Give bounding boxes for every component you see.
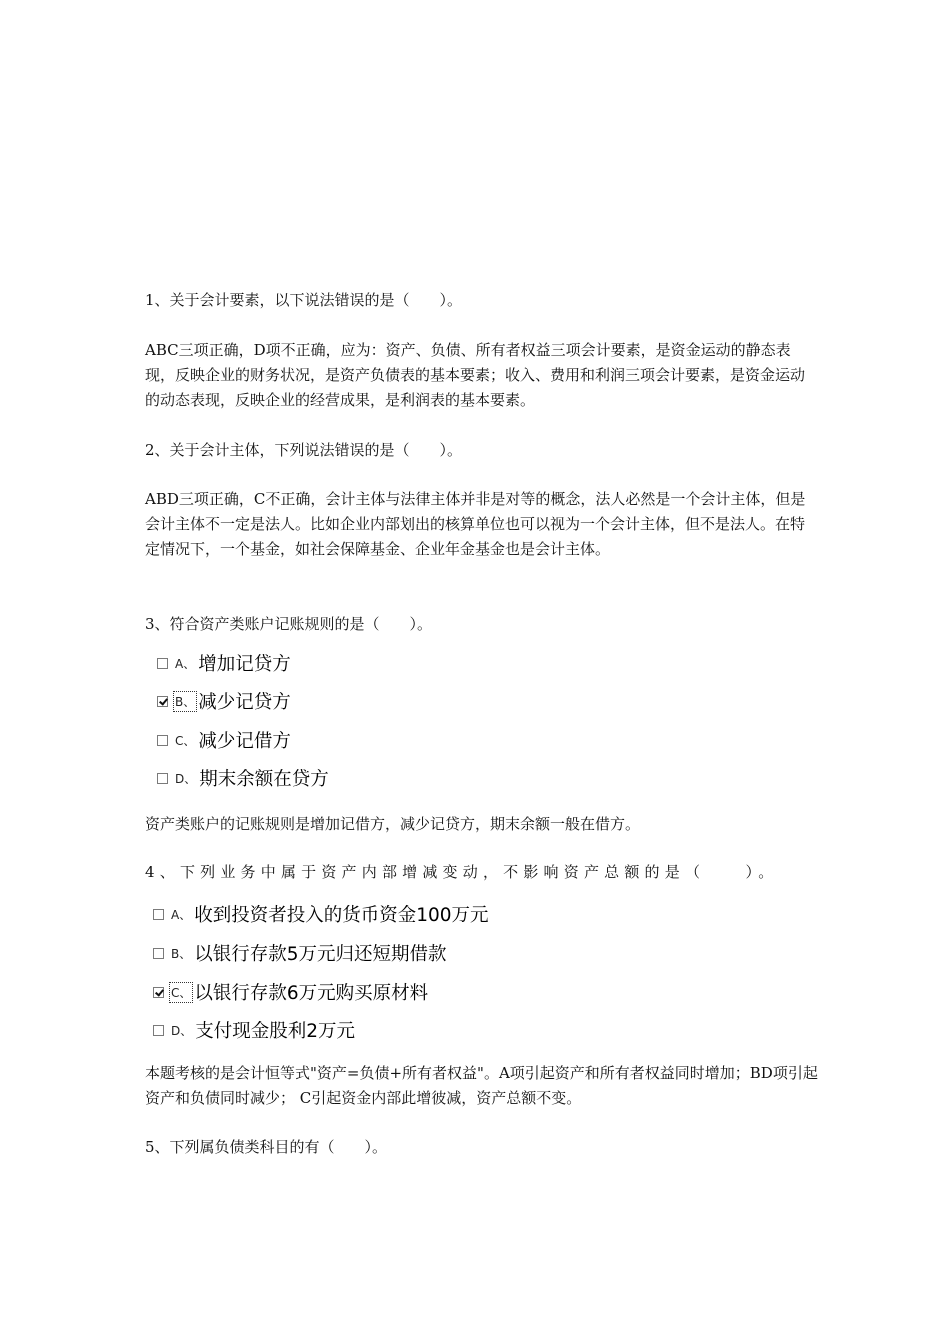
- checkbox[interactable]: [157, 735, 168, 746]
- option-text: 减少记贷方: [198, 692, 291, 713]
- question-2-explanation: ABD三项正确，C不正确，会计主体与法律主体并非是对等的概念，法人必然是一个会计主体，但是会计主体不一定是法人。比如企业内部划出的核算单位也可以视为一个会计主体，但不是法人。在特定情况下，一个基金，如社会保障基金、企业年金基金也是会计主体。: [145, 490, 806, 558]
- option-letter: C、: [175, 733, 196, 748]
- option-letter: D、: [175, 771, 197, 786]
- option-letter: D、: [171, 1023, 193, 1038]
- option-letter: B、: [175, 694, 196, 709]
- question-4-option-c[interactable]: [153, 979, 428, 1005]
- question-3-option-b[interactable]: [157, 688, 291, 714]
- option-letter: B、: [171, 946, 192, 961]
- question-1-explanation: ABC三项正确，D项不正确，应为：资产、负债、所有者权益三项会计要素，是资金运动的静态表现，反映企业的财务状况，是资产负债表的基本要素；收入、费用和利润三项会计要素，是资金运动的动态表现，反映企业的经营成果，是利润表的基本要素。: [145, 341, 806, 409]
- question-1-prompt: 1、关于会计要素，以下说法错误的是（ ）。: [145, 291, 463, 309]
- question-3-option-c[interactable]: [157, 727, 291, 753]
- question-5-prompt: 5、下列属负债类科目的有（ ）。: [145, 1138, 388, 1156]
- question-3-prompt: 3、符合资产类账户记账规则的是（ ）。: [145, 615, 433, 633]
- checkbox[interactable]: [153, 1025, 164, 1036]
- option-text: 以银行存款6万元购买原材料: [194, 983, 429, 1004]
- question-4-explanation: 本题考核的是会计恒等式"资产=负债+所有者权益"。A项引起资产和所有者权益同时增加；BD项引起资产和负债同时减少； C引起资金内部此增彼减，资产总额不变。: [145, 1064, 818, 1107]
- question-2-prompt: 2、关于会计主体，下列说法错误的是（ ）。: [145, 441, 463, 459]
- checkbox-checked[interactable]: [157, 696, 168, 707]
- question-4-option-a[interactable]: [153, 901, 489, 927]
- question-3-option-d[interactable]: [157, 765, 329, 791]
- option-text: 期末余额在贷方: [199, 769, 329, 790]
- checkbox[interactable]: [157, 658, 168, 669]
- option-text: 增加记贷方: [198, 654, 291, 675]
- option-text: 收到投资者投入的货币资金100万元: [194, 905, 489, 926]
- question-3-explanation: 资产类账户的记账规则是增加记借方，减少记贷方，期末余额一般在借方。: [145, 815, 641, 833]
- option-text: 支付现金股利2万元: [195, 1021, 356, 1042]
- option-letter: C、: [171, 985, 192, 1000]
- option-text: 以银行存款5万元归还短期借款: [194, 944, 447, 965]
- question-4-option-d[interactable]: [153, 1017, 355, 1043]
- option-text: 减少记借方: [198, 731, 291, 752]
- checkbox-checked[interactable]: [153, 987, 164, 998]
- checkbox[interactable]: [157, 773, 168, 784]
- option-letter: A、: [171, 907, 192, 922]
- option-letter: A、: [175, 656, 196, 671]
- question-3-option-a[interactable]: [157, 650, 291, 676]
- question-4-prompt: 4、下列业务中属于资产内部增减变动，不影响资产总额的是（ ）。: [145, 863, 779, 881]
- question-4-option-b[interactable]: [153, 940, 447, 966]
- checkbox[interactable]: [153, 909, 164, 920]
- checkbox[interactable]: [153, 948, 164, 959]
